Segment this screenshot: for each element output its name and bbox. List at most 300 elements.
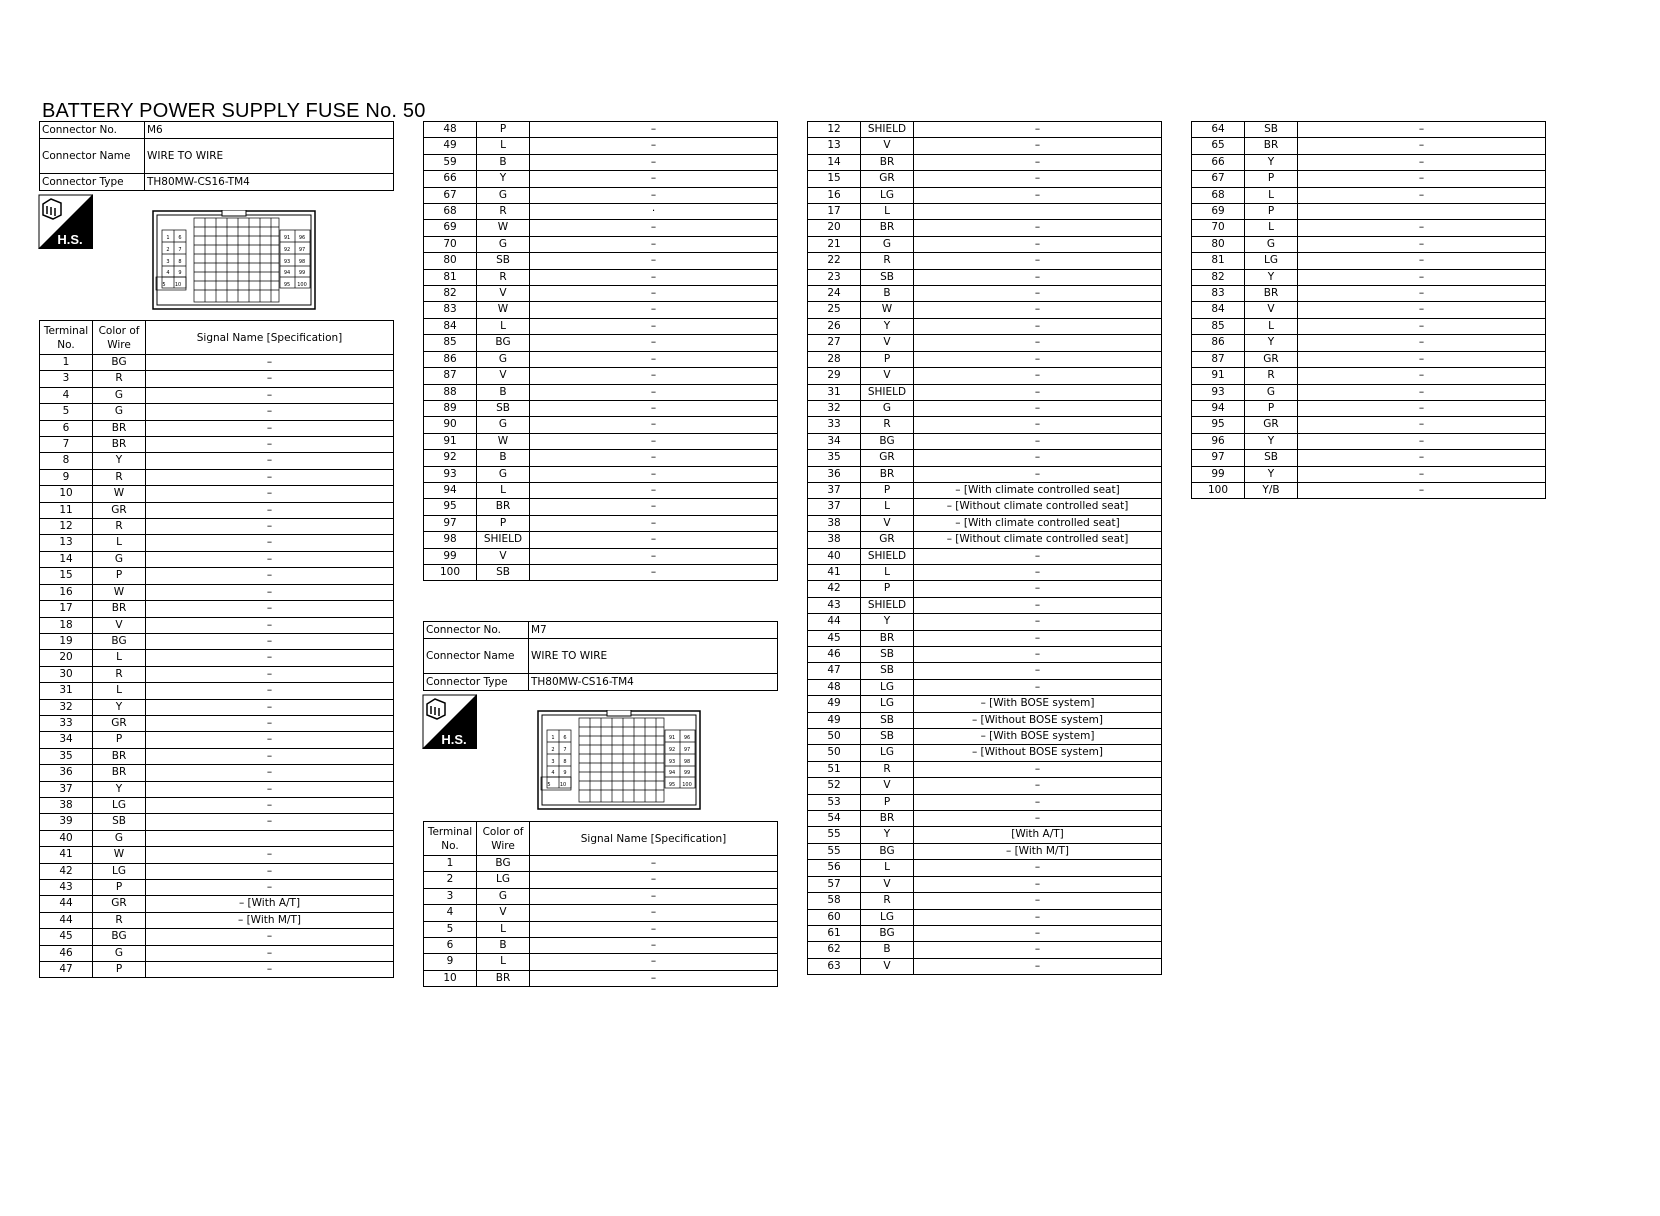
terminal-no-cell: 80 [424,253,477,269]
table-row [808,302,1162,318]
signal-name-cell: – [914,351,1162,367]
svg-text:93: 93 [283,259,291,265]
wire-color-cell: Y [93,699,146,715]
wire-color-cell: GR [861,171,914,187]
signal-name-header: Signal Name [Specification] [146,321,394,355]
signal-name-cell: – [530,351,778,367]
signal-name-cell: – [914,663,1162,679]
table-row [808,515,1162,531]
table-row [808,696,1162,712]
wire-color-cell: L [477,482,530,498]
connector-no-label: Connector No. [424,622,529,639]
wire-color-cell: G [477,888,530,904]
table-row [40,732,394,748]
signal-name-cell: – [914,253,1162,269]
table-row [1192,482,1546,498]
terminal-no-cell: 69 [424,220,477,236]
wire-color-cell: BG [93,355,146,371]
wire-color-cell: L [861,564,914,580]
signal-name-cell: – [530,236,778,252]
table-row [808,499,1162,515]
signal-name-cell: – [1298,318,1546,334]
table-row [808,581,1162,597]
m7-connector-no: M7 [529,622,778,639]
wire-color-cell: R [477,269,530,285]
m6-connector-name: WIRE TO WIRE [145,139,394,174]
svg-text:91: 91 [668,735,676,741]
wire-color-cell: BG [861,433,914,449]
svg-text:96: 96 [298,235,306,241]
wire-color-cell: V [861,368,914,384]
signal-name-cell [914,204,1162,220]
terminal-no-cell: 63 [808,958,861,974]
wire-color-cell: L [1245,220,1298,236]
wire-color-cell: R [93,912,146,928]
terminal-no-cell: 40 [40,830,93,846]
wire-color-cell: BR [93,601,146,617]
signal-name-cell: – [146,863,394,879]
terminal-no-cell: 82 [1192,269,1245,285]
wire-color-cell: R [93,371,146,387]
table-row [424,220,778,236]
table-row [1192,450,1546,466]
signal-name-cell: – [1298,368,1546,384]
table-row [424,466,778,482]
svg-text:94: 94 [283,270,291,276]
signal-name-cell: · [530,204,778,220]
table-row [424,954,778,970]
wire-color-cell: Y [1245,466,1298,482]
wire-color-cell: SB [1245,122,1298,138]
wire-color-cell: G [1245,384,1298,400]
signal-name-cell: – [1298,335,1546,351]
wire-color-cell: R [861,761,914,777]
terminal-no-cell: 38 [808,532,861,548]
table-row [808,729,1162,745]
table-row [1192,187,1546,203]
wire-color-cell: B [861,286,914,302]
table-row [40,880,394,896]
terminal-no-cell: 68 [1192,187,1245,203]
signal-name-cell: – [914,433,1162,449]
signal-name-cell: – [530,253,778,269]
wire-color-cell: Y [477,171,530,187]
signal-name-cell: – [530,187,778,203]
wire-color-cell: P [1245,400,1298,416]
wire-color-cell: P [477,515,530,531]
table-row [40,404,394,420]
signal-name-cell: – [1298,400,1546,416]
signal-name-cell: – [914,778,1162,794]
signal-name-cell: – [146,437,394,453]
table-row [808,236,1162,252]
terminal-no-cell: 56 [808,860,861,876]
signal-name-cell: – [With climate controlled seat] [914,515,1162,531]
wire-color-cell: B [477,154,530,170]
table-row [808,171,1162,187]
signal-name-cell: – [146,420,394,436]
terminal-no-cell: 26 [808,318,861,334]
signal-name-cell: – [1298,384,1546,400]
signal-name-cell: – [1298,417,1546,433]
terminal-no-cell: 3 [424,888,477,904]
wire-color-cell: V [861,335,914,351]
wire-color-cell: Y [1245,154,1298,170]
wire-color-cell: LG [477,872,530,888]
terminal-no-cell: 48 [808,679,861,695]
wire-color-cell: BR [861,811,914,827]
wire-color-cell: G [93,551,146,567]
terminal-no-cell: 60 [808,909,861,925]
signal-name-cell: – [530,905,778,921]
wire-color-cell: LG [93,863,146,879]
table-row [1192,138,1546,154]
signal-name-cell: – [530,515,778,531]
table-row [40,699,394,715]
signal-name-cell: – [146,650,394,666]
signal-name-cell: – [530,368,778,384]
terminal-no-cell: 14 [808,154,861,170]
svg-text:9: 9 [178,270,182,276]
wire-color-cell: B [477,938,530,954]
wire-color-cell: P [93,962,146,978]
table-row [808,433,1162,449]
wire-color-cell: L [861,499,914,515]
table-row [808,269,1162,285]
svg-text:1: 1 [166,235,170,241]
table-row [808,893,1162,909]
wire-color-cell: L [93,650,146,666]
wire-color-cell: R [861,253,914,269]
signal-name-cell: – [1298,269,1546,285]
terminal-no-cell: 9 [40,469,93,485]
table-row [40,896,394,912]
hs-harness-side-icon [422,694,477,749]
table-row [1192,400,1546,416]
wire-color-cell: G [477,351,530,367]
wire-color-cell: P [861,794,914,810]
wire-color-cell: R [861,893,914,909]
wire-color-cell: Y [861,827,914,843]
wire-color-cell: BG [861,925,914,941]
terminal-no-cell: 34 [40,732,93,748]
wire-color-cell: L [861,204,914,220]
terminal-no-cell: 37 [808,482,861,498]
terminal-no-cell: 40 [808,548,861,564]
signal-name-cell: – [914,794,1162,810]
table-row [424,122,778,138]
terminal-no-cell: 8 [40,453,93,469]
table-row [40,962,394,978]
table-row [808,286,1162,302]
terminal-no-cell: 80 [1192,236,1245,252]
terminal-no-cell: 70 [424,236,477,252]
terminal-no-cell: 36 [40,765,93,781]
terminal-no-cell: 45 [808,630,861,646]
table-row [1192,335,1546,351]
terminal-no-cell: 37 [40,781,93,797]
terminal-no-cell: 98 [424,532,477,548]
terminal-no-cell: 52 [808,778,861,794]
terminal-no-cell: 29 [808,368,861,384]
table-row [1192,302,1546,318]
signal-name-cell: – [1298,482,1546,498]
signal-name-cell: – [530,220,778,236]
terminal-no-cell: 42 [40,863,93,879]
signal-name-cell: – [914,958,1162,974]
terminal-no-cell: 44 [40,912,93,928]
signal-name-cell: – [914,614,1162,630]
wire-color-cell: P [861,482,914,498]
wire-color-cell: G [93,387,146,403]
table-row [424,269,778,285]
signal-name-cell: – [146,486,394,502]
wire-color-cell: SB [861,647,914,663]
terminal-no-cell: 67 [1192,171,1245,187]
signal-name-cell: – [146,962,394,978]
table-row [40,912,394,928]
terminal-no-cell: 88 [424,384,477,400]
signal-name-cell: – [146,715,394,731]
table-row [40,683,394,699]
table-row [424,872,778,888]
terminal-no-cell: 12 [808,122,861,138]
wire-color-cell: LG [861,679,914,695]
terminal-no-cell: 4 [424,905,477,921]
table-row [808,335,1162,351]
table-row [40,437,394,453]
connector-name-label: Connector Name [424,639,529,674]
svg-text:4: 4 [551,770,555,776]
wire-color-cell: BG [477,856,530,872]
terminal-no-cell: 66 [424,171,477,187]
svg-text:7: 7 [178,247,182,253]
terminal-no-cell: 13 [40,535,93,551]
table-row [808,827,1162,843]
wire-color-cell: P [93,568,146,584]
signal-name-cell: – [914,647,1162,663]
table-row [424,515,778,531]
signal-name-cell: – [1298,286,1546,302]
terminal-no-cell: 58 [808,893,861,909]
wire-color-cell: SB [477,564,530,580]
wire-color-cell: SHIELD [477,532,530,548]
signal-name-cell: – [530,318,778,334]
terminal-no-cell: 24 [808,286,861,302]
wire-color-cell: GR [93,896,146,912]
signal-name-cell: – [914,236,1162,252]
terminal-no-cell: 20 [808,220,861,236]
signal-name-cell: – [914,597,1162,613]
terminal-no-cell: 5 [424,921,477,937]
table-row [40,765,394,781]
signal-name-cell: – [146,765,394,781]
m7-connector-name: WIRE TO WIRE [529,639,778,674]
signal-name-cell: – [146,748,394,764]
terminal-no-cell: 21 [808,236,861,252]
terminal-no-cell: 94 [1192,400,1245,416]
signal-name-cell: – [Without BOSE system] [914,745,1162,761]
table-row [424,970,778,986]
signal-name-cell: – [914,466,1162,482]
table-row [808,925,1162,941]
wire-color-cell: GR [861,450,914,466]
terminal-no-cell: 34 [808,433,861,449]
wire-color-cell: V [477,286,530,302]
wire-color-cell: SB [477,253,530,269]
signal-name-cell: – [1298,220,1546,236]
terminal-no-cell: 61 [808,925,861,941]
table-row [40,519,394,535]
wire-color-cell: Y [1245,433,1298,449]
signal-name-cell [1298,204,1546,220]
m6-terminal-table [39,320,394,978]
wire-color-cell: GR [1245,351,1298,367]
signal-name-cell: – [530,564,778,580]
wire-color-cell: BG [93,929,146,945]
wire-color-cell: P [93,732,146,748]
signal-name-cell: – [146,535,394,551]
signal-name-cell: – [146,355,394,371]
wire-color-cell: W [93,847,146,863]
table-row [808,647,1162,663]
signal-name-cell: – [914,876,1162,892]
connector-type-label: Connector Type [424,674,529,691]
terminal-no-cell: 6 [40,420,93,436]
wire-color-cell: L [1245,187,1298,203]
wire-color-cell: W [477,220,530,236]
svg-text:100: 100 [682,782,692,788]
wire-color-cell: R [93,519,146,535]
wire-color-cell: GR [93,502,146,518]
signal-name-cell: – [530,888,778,904]
svg-text:2: 2 [551,747,555,753]
terminal-no-cell: 59 [424,154,477,170]
signal-name-cell: – [530,122,778,138]
table-row [808,548,1162,564]
terminal-no-cell: 91 [1192,368,1245,384]
signal-name-cell: – [146,387,394,403]
signal-name-cell: – [530,417,778,433]
table-row [40,781,394,797]
signal-name-cell: – [530,970,778,986]
table-row [1192,269,1546,285]
terminal-no-cell: 9 [424,954,477,970]
wire-color-cell: GR [861,532,914,548]
terminal-no-cell: 44 [808,614,861,630]
terminal-no-cell: 90 [424,417,477,433]
terminal-no-cell: 18 [40,617,93,633]
terminal-no-cell: 35 [808,450,861,466]
terminal-no-cell: 55 [808,843,861,859]
terminal-no-cell: 15 [40,568,93,584]
svg-text:6: 6 [563,735,567,741]
signal-name-cell: – [914,860,1162,876]
terminal-no-cell: 36 [808,466,861,482]
wire-color-cell: P [477,122,530,138]
wire-color-cell: R [93,469,146,485]
signal-name-cell: – [1298,187,1546,203]
table-row [808,860,1162,876]
wire-color-cell: V [1245,302,1298,318]
table-row [424,368,778,384]
terminal-no-cell: 53 [808,794,861,810]
connector-no-label: Connector No. [40,122,145,139]
wire-color-cell: BR [1245,286,1298,302]
signal-name-cell: – [914,187,1162,203]
table-row [40,535,394,551]
table-row [808,187,1162,203]
m6-connector-diagram [152,210,316,310]
signal-name-cell: – [530,482,778,498]
signal-name-cell: – [146,502,394,518]
terminal-no-cell: 62 [808,942,861,958]
m6-connector-info [39,121,394,191]
signal-name-cell: – [With BOSE system] [914,696,1162,712]
wire-color-cell: G [477,236,530,252]
terminal-no-cell: 100 [1192,482,1245,498]
terminal-no-cell: 46 [808,647,861,663]
terminal-no-cell: 65 [1192,138,1245,154]
table-row [424,400,778,416]
signal-name-cell: – [914,138,1162,154]
svg-text:98: 98 [683,759,691,765]
signal-name-cell: – [1298,466,1546,482]
terminal-no-cell: 32 [40,699,93,715]
wire-color-cell: BR [1245,138,1298,154]
wire-color-cell: BR [861,220,914,236]
signal-name-cell: – [530,154,778,170]
signal-name-cell: – [1298,433,1546,449]
table-row [424,482,778,498]
svg-text:100: 100 [297,282,307,288]
wire-color-cell: LG [861,745,914,761]
table-row [808,630,1162,646]
signal-name-cell: – [914,269,1162,285]
signal-name-cell: – [Without climate controlled seat] [914,532,1162,548]
wire-color-cell: P [1245,204,1298,220]
signal-name-cell: – [914,893,1162,909]
signal-name-cell: – [146,797,394,813]
wire-color-cell: B [477,384,530,400]
wire-color-cell: SHIELD [861,384,914,400]
signal-name-cell: – [530,466,778,482]
signal-name-cell: – [1298,138,1546,154]
table-row [40,551,394,567]
table-row [808,482,1162,498]
svg-text:3: 3 [551,759,555,765]
table-row [40,666,394,682]
signal-name-cell: – [914,811,1162,827]
wire-color-cell: V [861,958,914,974]
wire-color-cell: G [93,404,146,420]
table-row [808,745,1162,761]
signal-name-cell: – [914,154,1162,170]
hs-badge-text: H.S. [57,232,83,247]
connector-name-label: Connector Name [40,139,145,174]
terminal-no-cell: 31 [40,683,93,699]
table-row [40,601,394,617]
table-row [808,253,1162,269]
table-row [424,888,778,904]
wire-color-cell: G [477,466,530,482]
wire-color-cell: P [861,581,914,597]
signal-name-cell: – [530,872,778,888]
table-row [40,584,394,600]
signal-name-cell: – [146,584,394,600]
wire-color-cell: Y [861,318,914,334]
table-row [424,351,778,367]
